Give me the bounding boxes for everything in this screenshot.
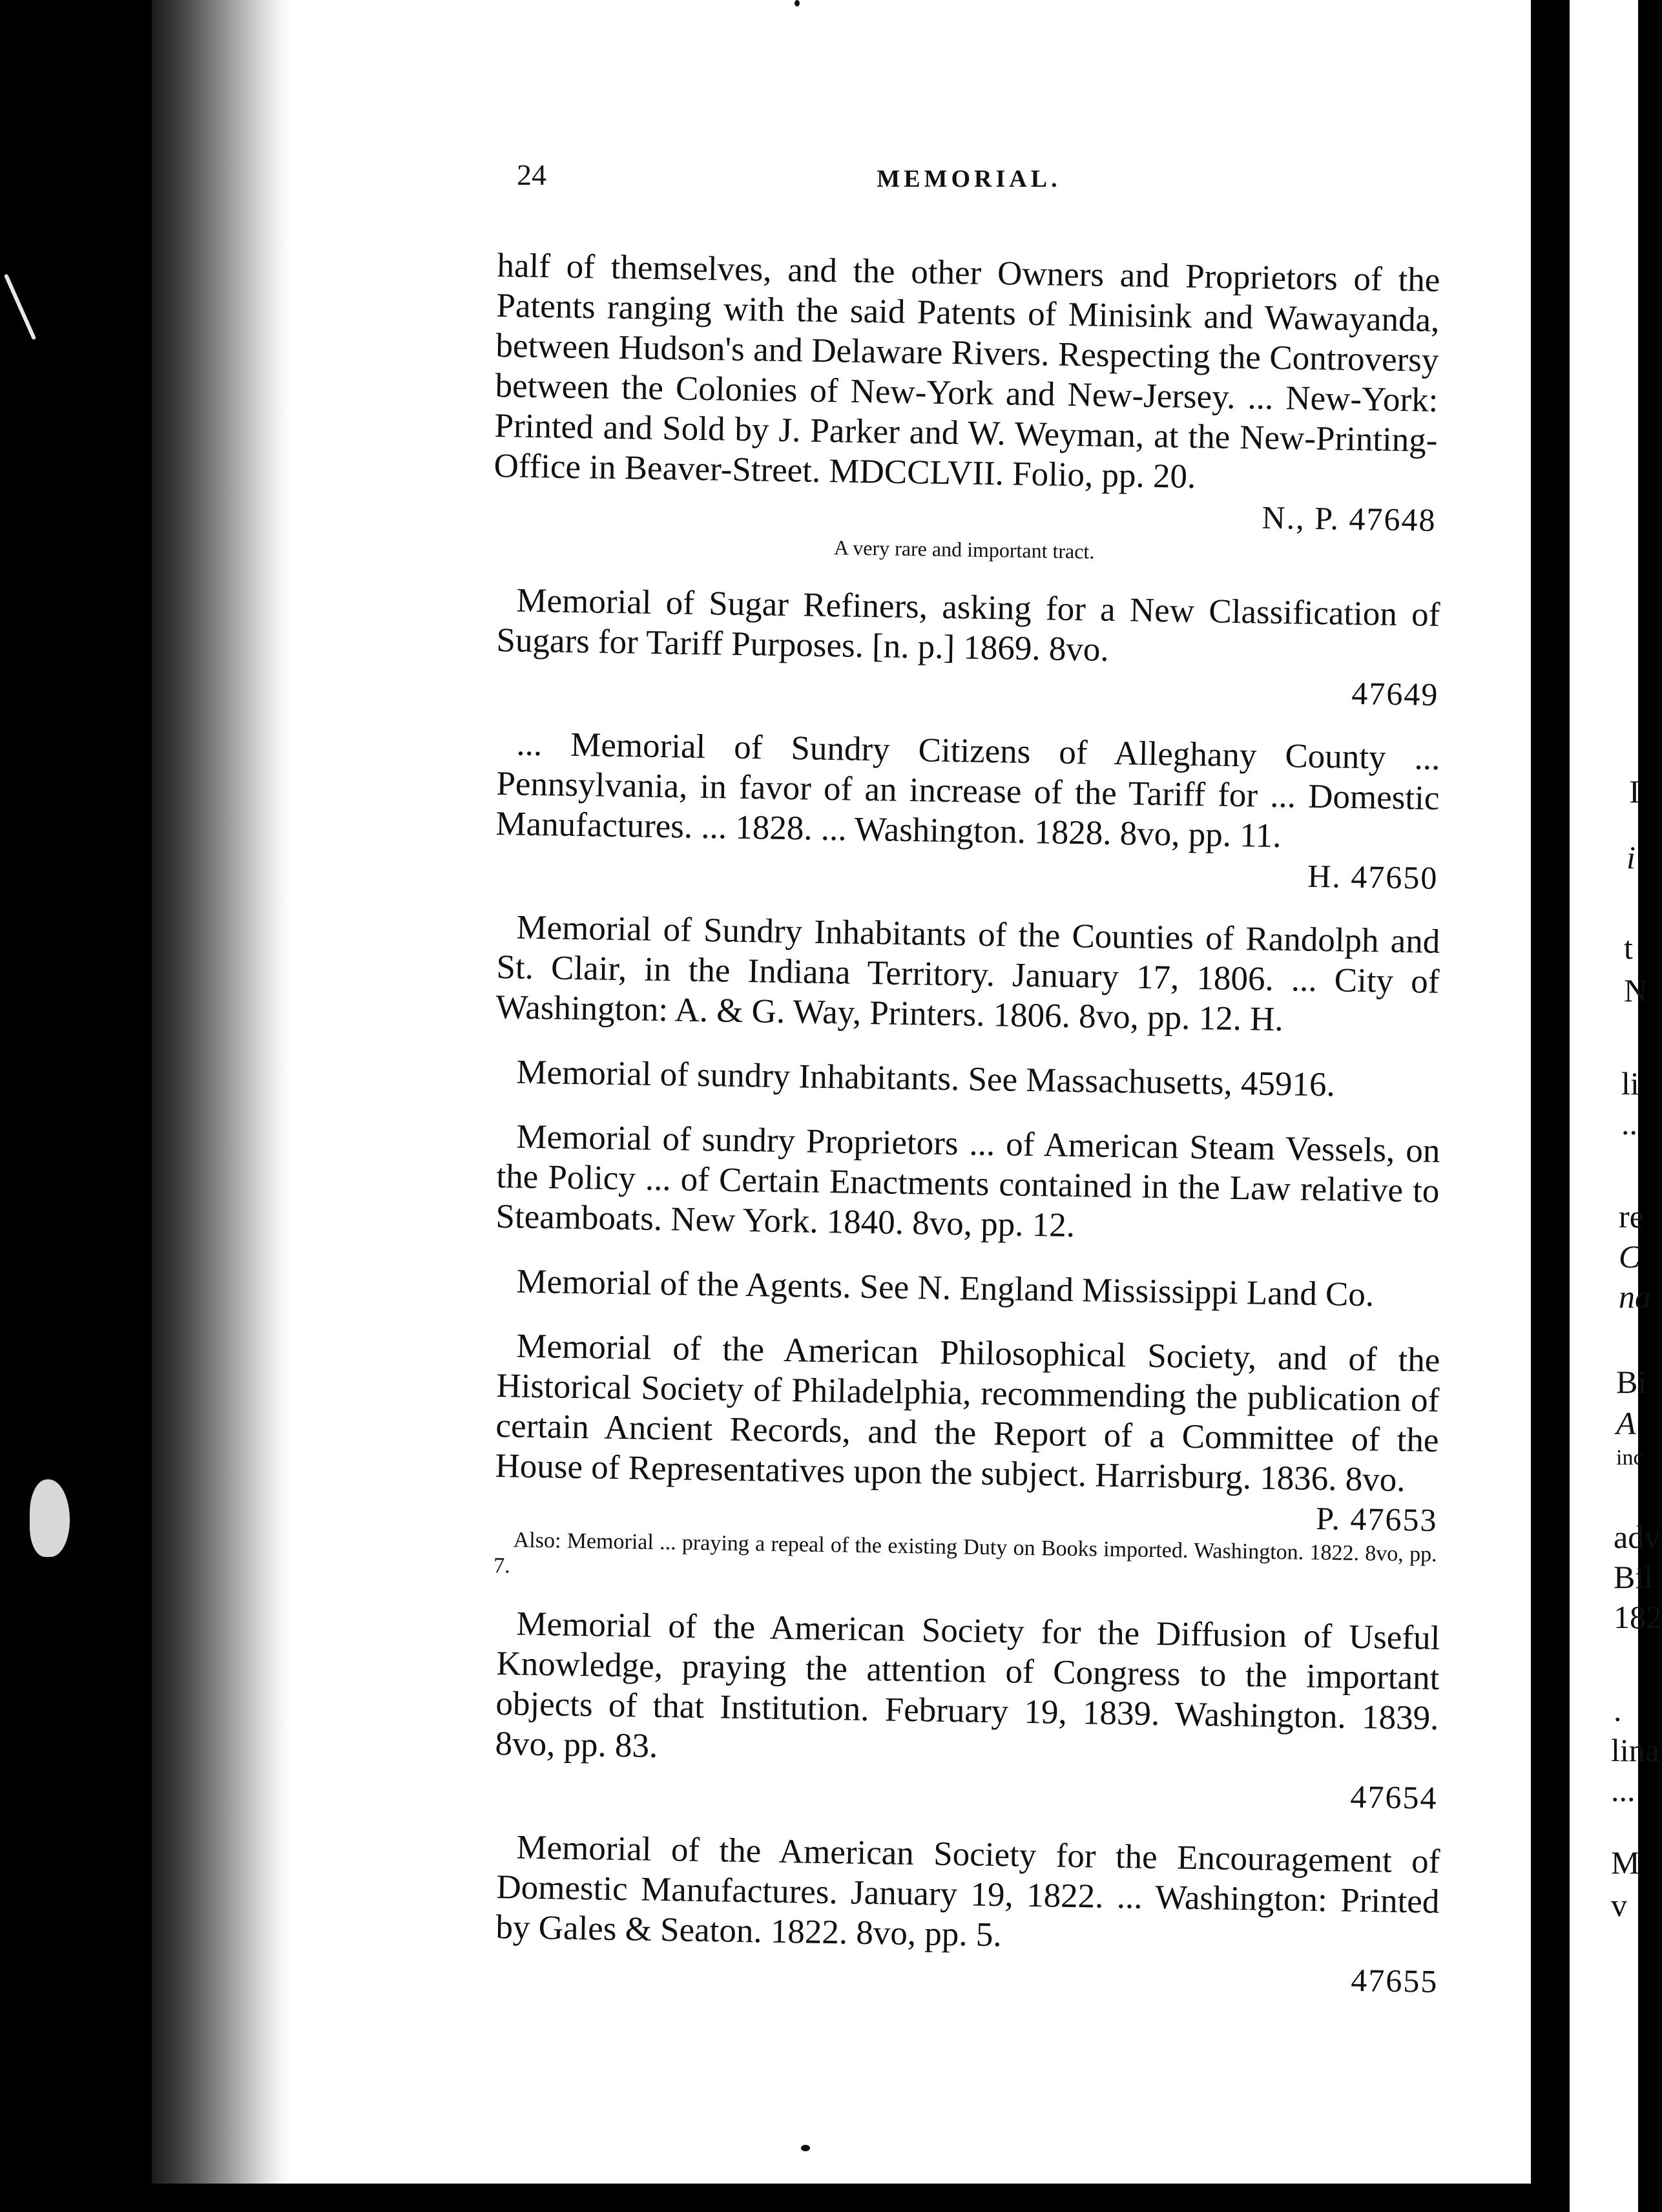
facing-page <box>1570 0 1662 2212</box>
facing-page-fragment: M <box>1611 1844 1640 1881</box>
entry-text: Memorial of the Agents. See N. England Mississippi Land Co. <box>516 1262 1375 1314</box>
facing-page-fragment: li <box>1621 1065 1639 1101</box>
scan-artifact <box>4 274 36 340</box>
facing-page-fragment: Bil <box>1614 1559 1654 1595</box>
catalog-entry <box>495 580 1440 714</box>
entry-reference: 47654 <box>1350 1778 1438 1816</box>
page-number: 24 <box>517 158 546 191</box>
catalog-entry <box>495 1827 1440 2001</box>
facing-page-fragment: adv <box>1614 1519 1661 1555</box>
page-gap <box>1531 0 1570 2212</box>
entry-text: Memorial of the American Society for the Diffusion of Useful Knowledge, praying the attention of Congress to the important objects of that Institution. February 19, 1839. Washington. 1839. 8vo, pp. 83. <box>495 1605 1440 1765</box>
entry-reference: P. 47653 <box>1315 1499 1438 1538</box>
entry-text: Memorial of sundry Inhabitants. See Massachusetts, 45916. <box>516 1053 1336 1104</box>
catalog-entry <box>495 724 1440 897</box>
entry-text: ... Memorial of Sundry Citizens of Alleghany County ... Pennsylvania, in favor of an increase of the Tariff for ... Domestic Manufactures. ... 1828. ... Washington. 1828. 8vo, pp. 11. <box>495 725 1440 855</box>
catalog-entry <box>494 1603 1440 1817</box>
facing-page-fragment: t <box>1624 930 1633 966</box>
entry-reference: H. 47650 <box>1307 857 1439 896</box>
catalog-entry <box>497 1052 1440 1107</box>
catalog-entry <box>495 907 1440 1042</box>
running-head <box>497 155 1440 213</box>
running-head-title: MEMORIAL. <box>877 165 1061 193</box>
entry-text: Memorial of the American Society for the Encouragement of Domestic Manufactures. January 19, 1822. ... Washington: Printed by Gales & Seaton. 1822. 8vo, pp. 5. <box>495 1828 1440 1954</box>
entry-text: Memorial of sundry Proprietors ... of American Steam Vessels, on the Policy ... of Certain Enactments contained in the Law relative to Steamboats. New York. 1840. 8vo, pp. 12. <box>495 1118 1440 1245</box>
scan-speck <box>795 0 800 6</box>
entry-text: Memorial of Sugar Refiners, asking for a New Classification of Sugars for Tariff Purposes. [n. p.] 1869. 8vo. <box>496 581 1440 669</box>
facing-page-fragment: N <box>1624 972 1648 1008</box>
entry-note: A very rare and important tract. <box>833 536 1095 563</box>
catalog-entry <box>492 245 1440 570</box>
entry-text: half of themselves, and the other Owners and Proprietors of the Patents ranging with the said Patents of Minisink and Wawayanda, between Hudson's and Delaware Rivers. Respecting the Controversy between the Colonies of New-York and New-Jersey. ... New-York: Printed and Sold by J. Parker and W. Weyman, at the New-Printing-Office in Beaver-Street. MDCCLVII. Folio, pp. 20. <box>493 246 1440 496</box>
facing-page-fragment: C <box>1619 1238 1641 1275</box>
facing-page-fragment: ... <box>1611 1772 1636 1808</box>
facing-page-fragment: na <box>1619 1278 1651 1315</box>
facing-page-fragment: .. <box>1621 1105 1637 1142</box>
facing-page-fragment: I <box>1629 773 1640 809</box>
scanner-border-bottom <box>152 2184 1531 2212</box>
entry-reference: N., P. 47648 <box>1262 499 1437 538</box>
facing-page-fragment: A <box>1616 1405 1636 1441</box>
catalog-entry <box>495 1116 1440 1251</box>
catalog-entry <box>497 1261 1440 1316</box>
facing-page-fragment: . <box>1614 1692 1622 1728</box>
scan-speck <box>801 2145 810 2151</box>
facing-page-fragment: re <box>1619 1198 1644 1235</box>
page-gutter-shadow <box>152 0 291 2212</box>
facing-page-fragment: 182 <box>1614 1599 1662 1635</box>
facing-page-fragment: lina <box>1611 1732 1659 1768</box>
facing-page-fragment: inc <box>1616 1446 1643 1470</box>
facing-page-fragment: i <box>1626 839 1636 875</box>
entry-also-note: Also: Memorial ... praying a repeal of the existing Duty on Books imported. Washington. 1822. 8vo, pp. 7. <box>493 1528 1437 1578</box>
entry-text: Memorial of the American Philosophical Society, and of the Historical Society of Philadelphia, recommending the publication of certain Ancient Records, and the Report of a Committee of the House of Representatives upon the subject. Harrisburg. 1836. 8vo. <box>495 1327 1440 1499</box>
facing-page-fragment: Bi <box>1616 1364 1647 1400</box>
entry-text: Memorial of Sundry Inhabitants of the Counties of Randolph and St. Clair, in the Indiana Territory. January 17, 1806. ... City of Washington: A. & G. Way, Printers. 1806. 8vo, pp. 12. H. <box>495 908 1440 1039</box>
entry-reference: 47649 <box>1351 674 1439 713</box>
facing-page-fragment: v <box>1611 1887 1627 1923</box>
scan-artifact <box>30 1479 70 1557</box>
scanner-border-left <box>0 0 152 2212</box>
catalog-entry <box>493 1326 1440 1594</box>
entry-reference: 47655 <box>1351 1961 1439 1999</box>
page-content <box>493 155 1440 2010</box>
